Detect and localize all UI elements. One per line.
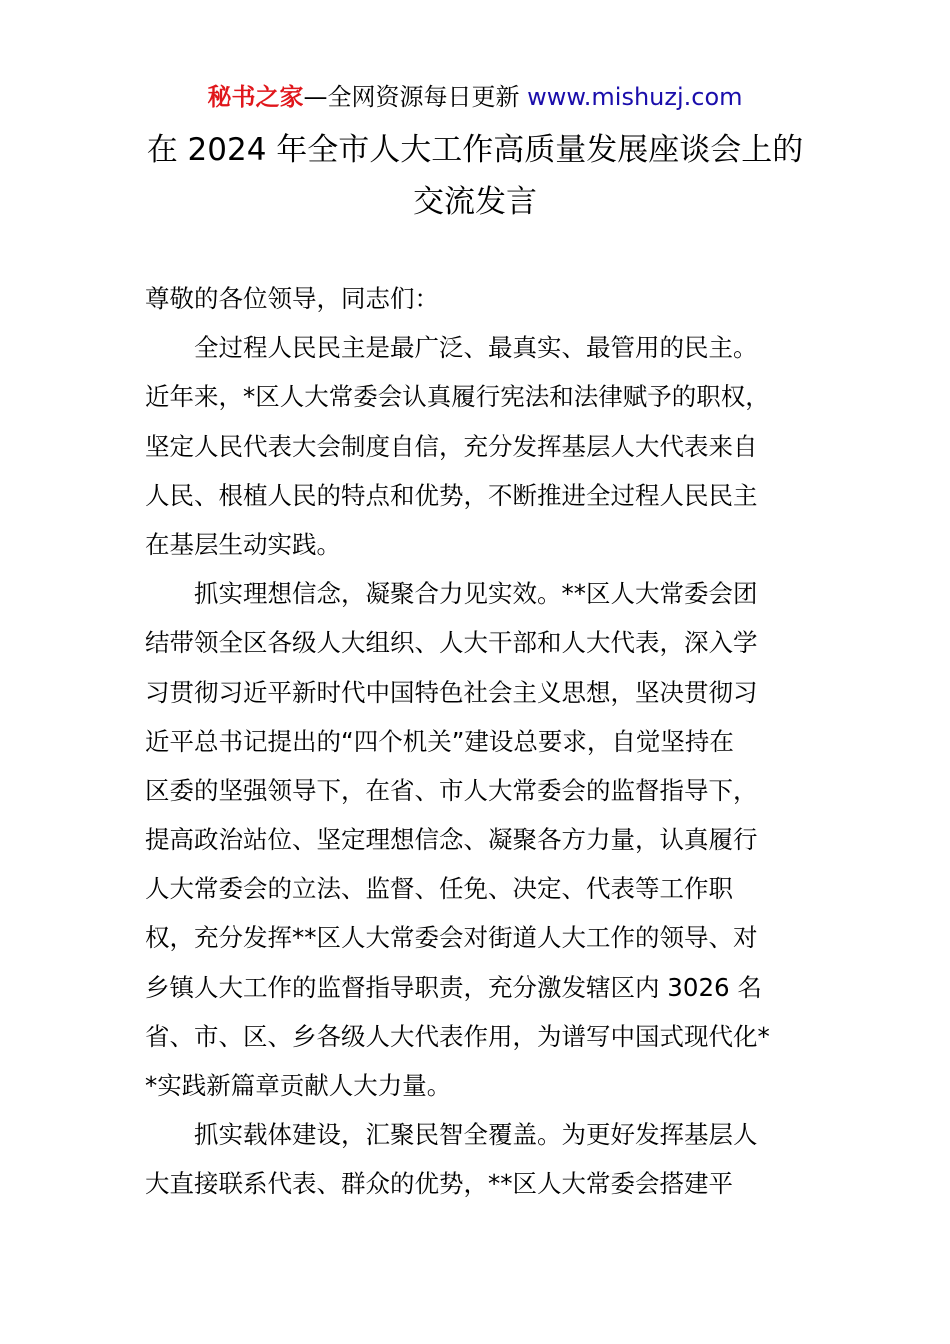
document-title — [100, 124, 850, 228]
body-line: 坚定人民代表大会制度自信，充分发挥基层人大代表来自 — [145, 431, 758, 461]
body-line: 结带领全区各级人大组织、人大干部和人大代表，深入学 — [145, 628, 758, 658]
body-line: 区委的坚强领导下，在省、市人大常委会的监督指导下， — [145, 775, 758, 805]
body-line: 在基层生动实践。 — [145, 529, 341, 559]
body-line: 近年来，*区人大常委会认真履行宪法和法律赋予的职权， — [145, 382, 770, 412]
body-line: 抓实载体建设，汇聚民智全覆盖。为更好发挥基层人 — [145, 1120, 758, 1150]
body-line: 省、市、区、乡各级人大代表作用，为谱写中国式现代化* — [145, 1021, 770, 1051]
body-line: 大直接联系代表、群众的优势，**区人大常委会搭建平 — [145, 1169, 733, 1199]
body-line: 人民、根植人民的特点和优势，不断推进全过程人民民主 — [145, 480, 758, 510]
body-line: 近平总书记提出的“四个机关”建设总要求，自觉坚持在 — [145, 726, 734, 756]
salutation: 尊敬的各位领导，同志们： — [145, 284, 439, 313]
body-line: 习贯彻习近平新时代中国特色社会主义思想，坚决贯彻习 — [145, 677, 758, 707]
body-line: 全过程人民民主是最广泛、最真实、最管用的民主。 — [145, 333, 758, 363]
body-line: *实践新篇章贡献人大力量。 — [145, 1071, 452, 1100]
title-line: 交流发言 — [413, 184, 537, 220]
document-body — [145, 274, 810, 1209]
body-line: 人大常委会的立法、监督、任免、决定、代表等工作职 — [145, 874, 733, 904]
site-header — [0, 80, 950, 114]
site-brand: 秘书之家 — [207, 83, 304, 111]
body-line: 抓实理想信念，凝聚合力见实效。**区人大常委会团 — [145, 579, 758, 609]
site-tagline: —全网资源每日更新 — [303, 83, 520, 111]
title-line: 在 2024 年全市人大工作高质量发展座谈会上的 — [146, 132, 804, 168]
site-url-link[interactable]: www.mishuzj.com — [527, 83, 743, 111]
body-line: 乡镇人大工作的监督指导职责，充分激发辖区内 3026 名 — [145, 972, 762, 1002]
body-line: 提高政治站位、坚定理想信念、凝聚各方力量，认真履行 — [145, 825, 758, 855]
body-line: 权，充分发挥**区人大常委会对街道人大工作的领导、对 — [145, 923, 758, 953]
